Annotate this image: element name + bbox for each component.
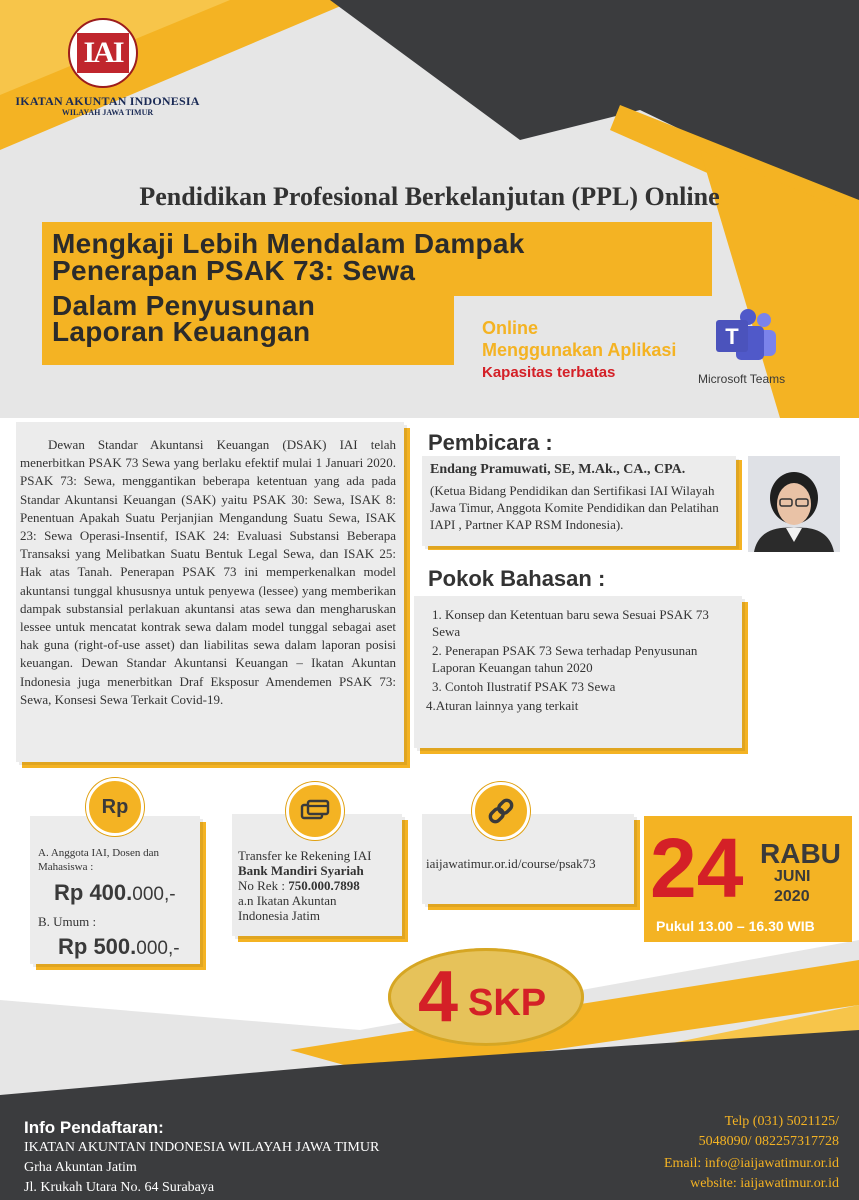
teams-label: Microsoft Teams	[698, 372, 786, 386]
date-time: Pukul 13.00 – 16.30 WIB	[656, 918, 815, 934]
speaker-card	[422, 456, 736, 546]
transfer-line-3	[238, 878, 396, 893]
transfer-line-1: Transfer ke Rekening IAI	[238, 848, 372, 863]
speaker-heading: Pembicara :	[428, 430, 553, 455]
description-card	[16, 422, 404, 762]
speaker-role: (Ketua Bidang Pendidikan dan Sertifikasi IAI Wilayah Jawa Timur, Anggota Komite Pendidikan dan Pelatihan IAPI , Partner KAP RSM Indonesia).	[430, 483, 719, 532]
transfer-line-4: a.n Ikatan Akuntan	[238, 893, 337, 908]
fee-a-price	[54, 880, 176, 906]
title-line-2: Penerapan PSAK 73: Sewa	[52, 255, 416, 286]
fee-a-price-tail: 000,-	[132, 884, 176, 905]
account-number: 750.000.7898	[288, 878, 360, 893]
fee-b-price-tail: 000,-	[136, 938, 180, 959]
course-link[interactable]: iaijawatimur.or.id/course/psak73	[426, 856, 596, 871]
account-label: No Rek :	[238, 878, 289, 893]
fee-b-label: B. Umum :	[38, 914, 97, 929]
registration-heading: Info Pendaftaran:	[24, 1118, 164, 1137]
topic-item: 4.Aturan lainnya yang terkait	[426, 698, 579, 713]
microsoft-teams-icon	[714, 308, 778, 364]
ppl-title: Pendidikan Profesional Berkelanjutan (PPL) Online	[139, 182, 720, 211]
footer-phone-1: Telp (031) 5021125/	[724, 1114, 839, 1129]
svg-text:T: T	[725, 324, 739, 349]
app-label: Menggunakan Aplikasi	[482, 340, 677, 360]
date-day-number: 24	[650, 821, 744, 915]
org-name: IKATAN AKUNTAN INDONESIA	[15, 94, 200, 108]
rupiah-icon: Rp	[86, 778, 144, 836]
skp-label: SKP	[468, 982, 547, 1024]
org-subtitle: WILAYAH JAWA TIMUR	[61, 108, 154, 117]
topic-item: 1. Konsep dan Ketentuan baru sewa Sesuai PSAK 73 Sewa	[432, 607, 709, 639]
fee-b-price-main: Rp 500.	[58, 934, 137, 959]
topics-card	[414, 596, 742, 748]
date-year: 2020	[774, 888, 810, 905]
payment-card-icon	[286, 782, 344, 840]
speaker-name: Endang Pramuwati, SE, M.Ak., CA., CPA.	[430, 462, 686, 477]
footer-website[interactable]: website: iaijawatimur.or.id	[690, 1176, 839, 1191]
title-line-4: Laporan Keuangan	[52, 316, 311, 347]
date-weekday: RABU	[760, 838, 841, 869]
footer-place: Grha Akuntan Jatim	[24, 1160, 137, 1175]
transfer-line-2: Bank Mandiri Syariah	[238, 863, 364, 878]
fee-a-price-main: Rp 400.	[54, 880, 133, 905]
fee-b-price	[58, 934, 180, 960]
footer-email[interactable]: Email: info@iaijawatimur.or.id	[663, 1156, 839, 1171]
date-month: JUNI	[774, 868, 811, 885]
transfer-line-5: Indonesia Jatim	[238, 908, 320, 923]
online-label: Online	[482, 318, 539, 338]
speaker-photo	[748, 456, 840, 552]
fee-a-label: A. Anggota IAI, Dosen dan Mahasiswa :	[38, 847, 159, 873]
topic-item: 3. Contoh Ilustratif PSAK 73 Sewa	[432, 679, 616, 694]
footer-org: IKATAN AKUNTAN INDONESIA WILAYAH JAWA TIMUR	[24, 1140, 380, 1155]
logo-text: IAI	[77, 33, 129, 73]
iai-logo	[68, 18, 138, 88]
title-line-1: Mengkaji Lebih Mendalam Dampak	[52, 228, 525, 259]
skp-number: 4	[418, 957, 459, 1037]
topics-heading: Pokok Bahasan :	[428, 566, 606, 591]
chain-link-icon	[472, 782, 530, 840]
capacity-label: Kapasitas terbatas	[482, 364, 616, 381]
footer-address: Jl. Krukah Utara No. 64 Surabaya	[24, 1180, 215, 1195]
footer-phone-2: 5048090/ 082257317728	[698, 1134, 839, 1149]
topic-item: 2. Penerapan PSAK 73 Sewa terhadap Penyusunan Laporan Keuangan tahun 2020	[432, 643, 698, 675]
description-text: Dewan Standar Akuntansi Keuangan (DSAK) IAI telah menerbitkan PSAK 73 Sewa yang berlaku efektif mulai 1 Januari 2020. PSAK 73: Sewa, menggantikan beberapa ketentuan yang ada pada Standar Akuntansi Keuangan (SAK) yaitu PSAK 30: Sewa, ISAK 8: Penentuan Apakah Suatu Perjanjian Mengandung Suatu Sewa, ISAK 23: Sewa Operasi-Insentif, ISAK 24: Evaluasi Substansi Beberapa Transaksi yang Melibatkan Suatu Bentuk Legal Sewa, dan ISAK 25: Hak atas Tanah. Penerapan PSAK 73 ini memperkenalkan model akuntansi tunggal khususnya untuk penyewa (lessee) yang memberikan dampak substansial perlakuan akuntansi atas sewa dan mengharuskan lessee untuk mencatat kontrak sewa dalam model tunggal sebagai aset hak guna (right-of-use asset) dan liabilitas sewa dalam laporan posisi keuangan. Dewan Standar Akuntansi Keuangan – Ikatan Akuntan Indonesia juga menerbitkan Draf Eksposur Amendemen PSAK 73: Sewa, Konsesi Sewa Terkait Covid-19.	[20, 437, 396, 707]
title-line-3: Dalam Penyusunan	[52, 290, 316, 321]
